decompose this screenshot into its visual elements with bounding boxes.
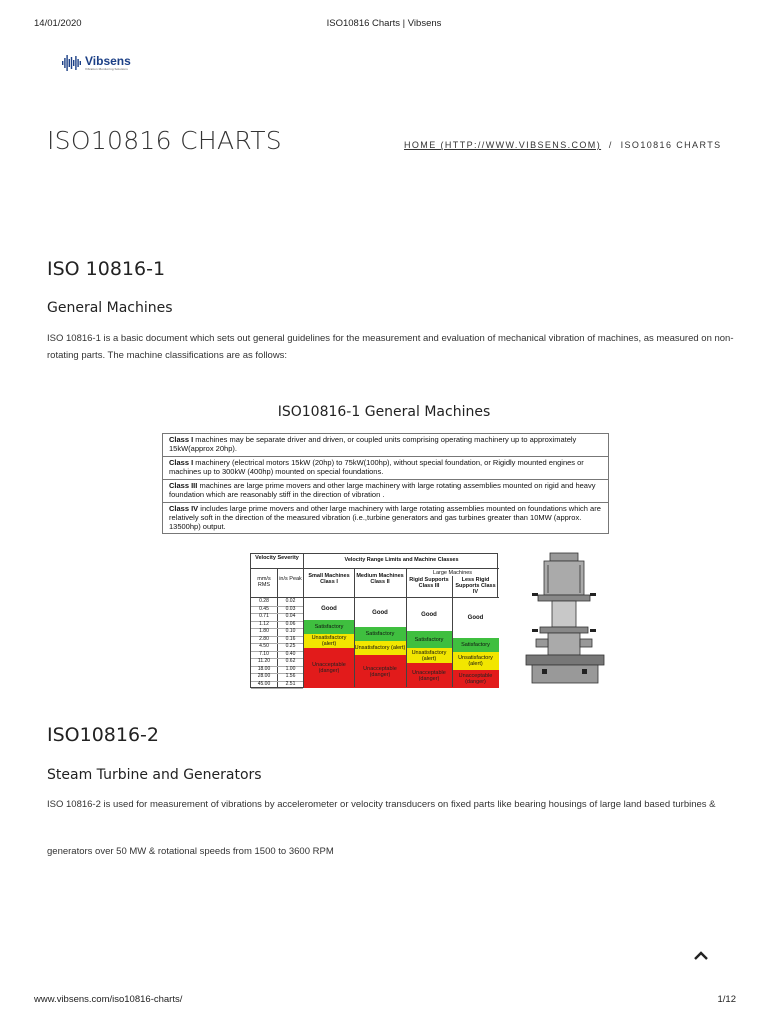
rms-value: 45.00 [257,680,271,687]
page-title: ISO10816 CHARTS [47,126,282,155]
zone-unacceptable: Unacceptable (danger) [452,670,499,688]
rms-value: 1.80 [259,628,269,634]
peak-value: 0.62 [285,658,296,664]
section1-heading: ISO 10816-1 [47,258,166,280]
peak-value: 0.02 [285,598,296,604]
header-large-machines: Large Machines [432,570,473,576]
breadcrumb-separator: / [608,140,613,150]
zone-unacceptable: Unacceptable (danger) [304,648,354,688]
peak-value: 1.00 [285,665,296,672]
section1-subheading: General Machines [47,300,173,316]
zone-satisfactory: Satisfactory [406,631,452,648]
figure-title: ISO10816-1 General Machines [277,404,491,420]
peak-value: 0.04 [285,613,296,619]
peak-value: 2.51 [285,680,296,687]
zone-satisfactory: Satisfactory [354,627,406,641]
peak-value: 0.40 [285,650,296,657]
site-logo[interactable] [62,52,131,74]
col-class1-header: Small Machines Class I [308,573,350,585]
class-row: Class III machines are large prime movers and other large machinery with large rotating assemblies mounted on rigid and heavy foundation which are reasonably stiff in the direction of vibration . [163,480,608,503]
zone-satisfactory: Satisfactory [304,620,354,634]
breadcrumb-current: ISO10816 CHARTS [620,140,722,150]
zone-unacceptable: Unacceptable (danger) [406,663,452,688]
rms-value: 11.20 [257,658,271,664]
rms-value: 0.45 [259,605,269,612]
header-velocity-severity: Velocity Severity [255,555,299,561]
print-title: ISO10816 Charts | Vibsens [326,18,442,29]
rms-value: 1.12 [259,620,269,627]
zone-unsatisfactory: Unsatisfactory (alert) [354,641,406,655]
section1-paragraph: ISO 10816-1 is a basic document which sets out general guidelines for the measurement and evaluation of mechanical vibration of machines, as measured on non-rotating parts. The machine classifications are as follows: [47,333,734,361]
class-row: Class I machines may be separate driver and driven, or coupled units comprising operating machinery up to approximately 15kW(approx 20hp). [163,434,608,457]
zone-unsatisfactory: Unsatisfactory (alert) [406,648,452,663]
machine-class-table [162,433,609,534]
zone-good: Good [304,598,354,620]
logo-name: Vibsens [85,54,131,68]
zone-good: Good [406,598,452,631]
zone-unsatisfactory: Unsatisfactory (alert) [452,652,499,670]
peak-value: 0.06 [285,620,296,627]
peak-value: 1.56 [285,673,296,679]
rms-value: 7.10 [259,650,269,657]
zone-good: Good [452,598,499,638]
rms-value: 18.00 [257,665,271,672]
row-divider [251,688,303,689]
section2-heading: ISO10816-2 [47,724,160,746]
print-date: 14/01/2020 [34,18,82,29]
waveform-logo-icon [62,55,82,71]
col-peak-header: in/s Peak [279,576,302,582]
col-class2-header: Medium Machines Class II [356,573,404,585]
section2-paragraph: generators over 50 MW & rotational speeds from 1500 to 3600 RPM [47,846,334,857]
zone-unsatisfactory: Unsatisfactory (alert) [304,634,354,648]
zone-good: Good [354,598,406,627]
col-rms-header: mm/s RMS [257,576,271,588]
breadcrumb [404,140,722,150]
vertical-pump-machine-illustration [522,549,608,689]
header-velocity-limits: Velocity Range Limits and Machine Classes [344,557,459,563]
rms-value: 28.00 [257,673,271,679]
print-page-number: 1/12 [717,994,736,1005]
zone-satisfactory: Satisfactory [452,638,499,652]
peak-value: 0.16 [285,635,296,642]
peak-value: 0.25 [285,643,296,649]
rms-value: 0.28 [259,598,269,604]
rms-value: 0.71 [259,613,269,619]
peak-value: 0.03 [285,605,296,612]
chevron-up-icon[interactable] [692,948,710,962]
velocity-severity-chart [250,553,498,688]
zone-unacceptable: Unacceptable (danger) [354,655,406,688]
col-class3-header: Rigid Supports Class III [409,577,449,589]
class-row: Class IV includes large prime movers and other large machinery with large rotating assemblies mounted on foundations which are relatively soft in the direction of the measured vibration (i.e.,turbine generators and gas turbines greater than 10MW (approx. 13500hp) output. [169,504,601,531]
logo-tagline: Vibration Monitoring Solutions [85,67,128,71]
class-row: Class I machinery (electrical motors 15kW (20hp) to 75kW(100hp), without special foundation, or Rigidly mounted engines or machines up to 300kW (400hp) mounted on special foundations. [163,457,608,480]
print-url: www.vibsens.com/iso10816-charts/ [34,994,183,1005]
rms-value: 4.50 [259,643,269,649]
section2-subheading: Steam Turbine and Generators [47,767,262,783]
rms-value: 2.80 [259,635,269,642]
section2-paragraph: ISO 10816-2 is used for measurement of vibrations by accelerometer or velocity transducers on fixed parts like bearing housings of large land based turbines & [47,799,716,810]
col-class4-header: Less Rigid Supports Class IV [455,577,496,595]
peak-value: 0.10 [285,628,296,634]
breadcrumb-home-link[interactable]: HOME (HTTP://WWW.VIBSENS.COM) [404,140,602,150]
